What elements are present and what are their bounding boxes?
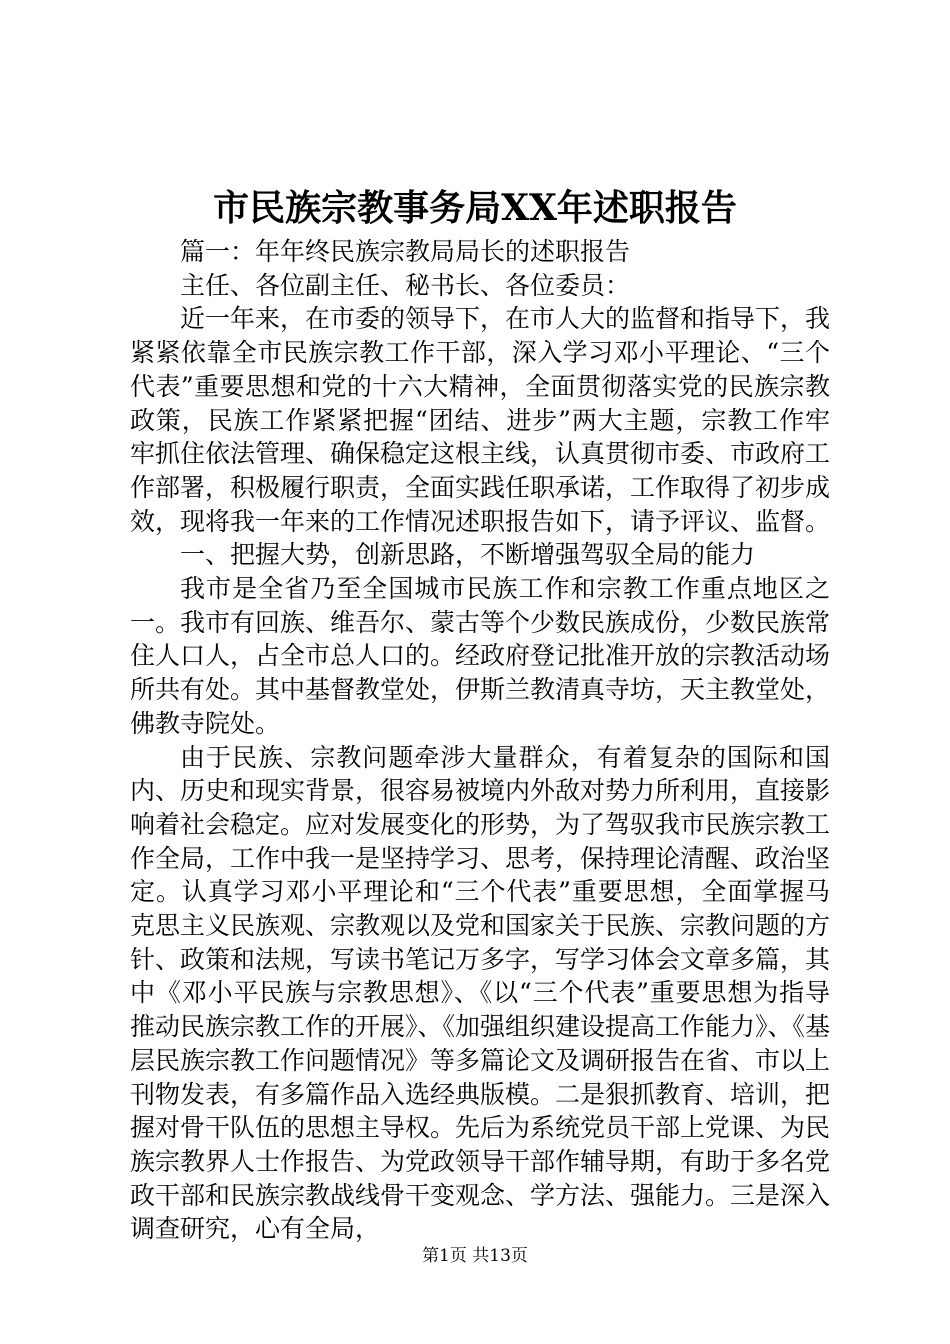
document-title: 市民族宗教事务局XX年述职报告 (213, 187, 737, 229)
paragraph-subtitle: 篇一：年年终民族宗教局局长的述职报告 (180, 237, 631, 266)
page-footer: 第1页 共13页 (422, 1246, 528, 1266)
section-heading: 一、把握大势，创新思路，不断增强驾驭全局的能力 (180, 540, 756, 570)
paragraph-salutation: 主任、各位副主任、秘书长、各位委员： (180, 270, 631, 300)
paragraph-introduction: 近一年来，在市委的领导下，在市人大的监督和指导下，我紧紧依靠全市民族宗教工作干部，深入学习邓小平理论、“三个代表”重要思想和党的十六大精神，全面贯彻落实党的民族宗教政策，民族工作紧紧把握“团结、进步”两大主题，宗教工作牢牢抓住依法管理、确保稳定这根主线，认真贯彻市委、市政府工作部署，积极履行职责，全面实践任职承诺，工作取得了初步成效，现将我一年来的工作情况述职报告如下，请予评议、监督。 (130, 304, 831, 536)
document-body (130, 235, 830, 1246)
paragraph-work-details: 由于民族、宗教问题牵涉大量群众，有着复杂的国际和国内、历史和现实背景，很容易被境内外敌对势力所利用，直接影响着社会稳定。应对发展变化的形势，为了驾驭我市民族宗教工作全局，工作中我一是坚持学习、思考，保持理论清醒、政治坚定。认真学习邓小平理论和“三个代表”重要思想，全面掌握马克思主义民族观、宗教观以及党和国家关于民族、宗教问题的方针、政策和法规，写读书笔记万多字，写学习体会文章多篇，其中《邓小平民族与宗教思想》、《以“三个代表”重要思想为指导推动民族宗教工作的开展》、《加强组织建设提高工作能力》、《基层民族宗教工作问题情况》等多篇论文及调研报告在省、市以上刊物发表，有多篇作品入选经典版模。二是狠抓教育、培训，把握对骨干队伍的思想主导权。先后为系统党员干部上党课、为民族宗教界人士作报告、为党政领导干部作辅导期，有助于多名党政干部和民族宗教战线骨干变观念、学方法、强能力。三是深入调查研究，心有全局， (130, 742, 831, 1244)
paragraph-overview: 我市是全省乃至全国城市民族工作和宗教工作重点地区之一。我市有回族、维吾尔、蒙古等个少数民族成份，少数民族常住人口人，占全市总人口的。经政府登记批准开放的宗教活动场所共有处。其中基督教堂处，伊斯兰教清真寺坊，天主教堂处，佛教寺院处。 (130, 574, 831, 738)
